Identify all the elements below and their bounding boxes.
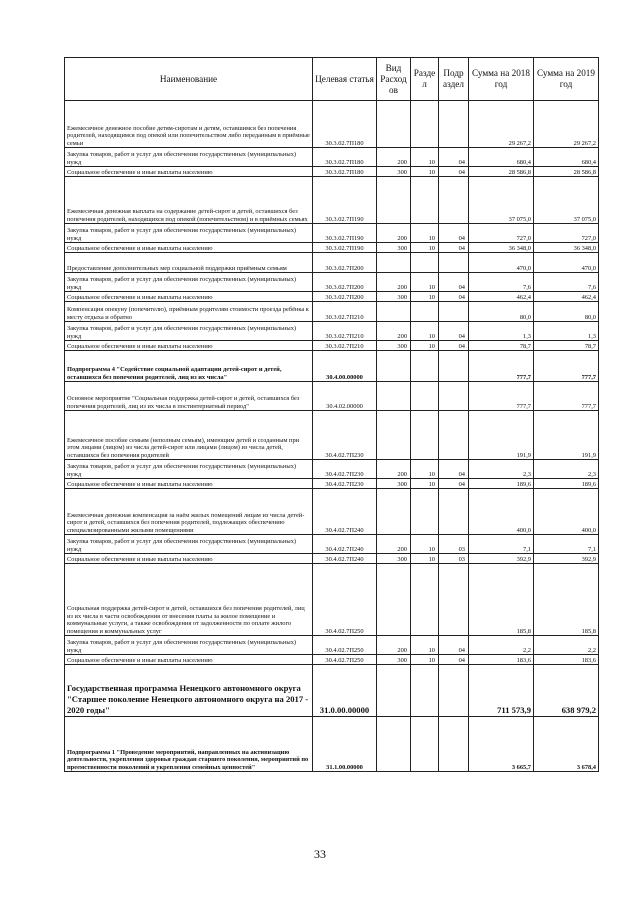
row-sum-2018: 1,3	[469, 322, 534, 341]
row-sum-2018: 3 665,7	[469, 717, 534, 772]
row-section	[411, 564, 439, 636]
row-sum-2019: 37 075,0	[534, 177, 599, 224]
row-name: Закупка товаров, работ и услуг для обеспечения государственных (муниципальных) нужд	[65, 636, 313, 655]
row-section: 10	[411, 148, 439, 167]
row-target-article: 30.3.02.7П200	[313, 292, 377, 302]
row-section	[411, 489, 439, 535]
row-section	[411, 253, 439, 273]
row-sum-2018: 462,4	[469, 292, 534, 302]
row-section: 10	[411, 273, 439, 292]
row-sum-2018: 28 586,8	[469, 167, 534, 177]
table-row	[65, 302, 599, 322]
row-sum-2018: 185,8	[469, 564, 534, 636]
header-target-article: Целевая статья	[313, 58, 377, 101]
row-name: Основное мероприятие "Социальная поддержка детей-сирот и детей, оставшихся без попечения родителей, лиц из их числа в постинтернатный период"	[65, 382, 313, 411]
row-name: Закупка товаров, работ и услуг для обеспечения государственных (муниципальных) нужд	[65, 535, 313, 554]
row-subsection: 04	[439, 479, 469, 489]
row-sum-2018: 183,6	[469, 655, 534, 665]
row-target-article: 30.3.02.7П210	[313, 341, 377, 351]
row-name: Социальное обеспечение и иные выплаты населению	[65, 341, 313, 351]
row-name: Ежемесячное денежное пособие детям-сиротам и детям, оставшимся без попечения родителей, находящимся под опекой или попечительством либо переданным в приёмные семьи	[65, 101, 313, 148]
table-row	[65, 479, 599, 489]
row-expense-kind	[377, 489, 411, 535]
row-expense-kind	[377, 253, 411, 273]
row-section	[411, 717, 439, 772]
row-expense-kind	[377, 302, 411, 322]
row-subsection	[439, 665, 469, 717]
header-name: Наименование	[65, 58, 313, 101]
row-name: Социальное обеспечение и иные выплаты населению	[65, 655, 313, 665]
row-section: 10	[411, 322, 439, 341]
row-target-article: 30.3.02.7П180	[313, 101, 377, 148]
row-sum-2018: 37 075,0	[469, 177, 534, 224]
row-name: Социальная поддержка детей-сирот и детей, оставшихся без попечения родителей, лиц из их числа в части освобождения от внесения платы за жилое помещение и коммунальные услуги, а также освобождения от задолженности по оплате жилого помещения и коммунальных услуг	[65, 564, 313, 636]
row-name: Ежемесячная денежная компенсация за наём жилых помещений лицам из числа детей-сирот и детей, оставшихся без попечения родителей, подлежащих обеспечению специализированными жилыми помещениями	[65, 489, 313, 535]
row-sum-2019: 78,7	[534, 341, 599, 351]
row-name: Подпрограмма 4 "Содействие социальной адаптации детей-сирот и детей, оставшихся без попечения родителей, лиц из их числа"	[65, 351, 313, 382]
row-target-article: 30.4.00.00000	[313, 351, 377, 382]
table-row	[65, 382, 599, 411]
table-row	[65, 655, 599, 665]
table-row	[65, 101, 599, 148]
table-row	[65, 341, 599, 351]
row-sum-2019: 777,7	[534, 351, 599, 382]
row-name: Закупка товаров, работ и услуг для обеспечения государственных (муниципальных) нужд	[65, 322, 313, 341]
row-target-article: 30.3.02.7П210	[313, 322, 377, 341]
row-sum-2019: 189,6	[534, 479, 599, 489]
table-row	[65, 322, 599, 341]
table-row	[65, 167, 599, 177]
row-sum-2019: 191,9	[534, 411, 599, 460]
row-sum-2018: 7,1	[469, 535, 534, 554]
table-row	[65, 177, 599, 224]
row-target-article: 31.1.00.00000	[313, 717, 377, 772]
row-sum-2019: 400,0	[534, 489, 599, 535]
row-section	[411, 302, 439, 322]
row-expense-kind: 200	[377, 273, 411, 292]
header-section: Разде л	[411, 58, 439, 101]
row-subsection: 04	[439, 292, 469, 302]
row-sum-2019: 777,7	[534, 382, 599, 411]
row-target-article: 30.4.02.7П230	[313, 479, 377, 489]
row-expense-kind	[377, 382, 411, 411]
row-target-article: 30.3.02.7П200	[313, 253, 377, 273]
row-name: Социальное обеспечение и иные выплаты населению	[65, 554, 313, 564]
row-sum-2018: 80,0	[469, 302, 534, 322]
row-sum-2019: 727,0	[534, 224, 599, 243]
row-name: Закупка товаров, работ и услуг для обеспечения государственных (муниципальных) нужд	[65, 224, 313, 243]
row-target-article: 30.4.02.7П230	[313, 411, 377, 460]
row-sum-2018: 191,9	[469, 411, 534, 460]
row-target-article: 30.4.02.7П240	[313, 489, 377, 535]
row-target-article: 30.3.02.7П180	[313, 167, 377, 177]
row-sum-2019: 2,3	[534, 460, 599, 479]
row-subsection	[439, 411, 469, 460]
row-target-article: 30.3.02.7П190	[313, 224, 377, 243]
row-expense-kind: 300	[377, 479, 411, 489]
row-expense-kind	[377, 411, 411, 460]
row-sum-2019: 183,6	[534, 655, 599, 665]
row-sum-2018: 2,2	[469, 636, 534, 655]
row-expense-kind	[377, 177, 411, 224]
row-section: 10	[411, 243, 439, 253]
row-expense-kind: 200	[377, 322, 411, 341]
row-expense-kind: 300	[377, 292, 411, 302]
row-name: Ежемесячная денежная выплата на содержание детей-сирот и детей, оставшихся без попечения родителей, находящихся под опекой (попечительством) и в приёмных семьях	[65, 177, 313, 224]
row-subsection	[439, 351, 469, 382]
row-subsection: 04	[439, 655, 469, 665]
row-sum-2018: 2,3	[469, 460, 534, 479]
row-target-article: 30.3.02.7П190	[313, 177, 377, 224]
row-sum-2019: 392,9	[534, 554, 599, 564]
table-row	[65, 243, 599, 253]
row-target-article: 30.3.02.7П200	[313, 273, 377, 292]
row-name: Предоставление дополнительных мер социальной поддержки приёмным семьям	[65, 253, 313, 273]
table-row	[65, 636, 599, 655]
row-expense-kind: 200	[377, 636, 411, 655]
row-section: 10	[411, 292, 439, 302]
row-expense-kind: 200	[377, 148, 411, 167]
header-expense-kind: Вид Расход ов	[377, 58, 411, 101]
row-sum-2019: 185,8	[534, 564, 599, 636]
row-target-article: 30.4.02.7П250	[313, 564, 377, 636]
table-row	[65, 665, 599, 717]
row-name: Компенсация опекуну (попечителю), приёмным родителям стоимости проезда ребёнка к месту отдыха и обратно	[65, 302, 313, 322]
table-row	[65, 351, 599, 382]
row-name: Закупка товаров, работ и услуг для обеспечения государственных (муниципальных) нужд	[65, 273, 313, 292]
row-name: Закупка товаров, работ и услуг для обеспечения государственных (муниципальных) нужд	[65, 460, 313, 479]
row-name: Социальное обеспечение и иные выплаты населению	[65, 167, 313, 177]
row-section: 10	[411, 460, 439, 479]
row-section: 10	[411, 554, 439, 564]
row-subsection	[439, 717, 469, 772]
table-row	[65, 273, 599, 292]
row-sum-2019: 638 979,2	[534, 665, 599, 717]
table-row	[65, 489, 599, 535]
row-expense-kind: 200	[377, 460, 411, 479]
row-name: Социальное обеспечение и иные выплаты населению	[65, 243, 313, 253]
row-expense-kind: 300	[377, 167, 411, 177]
table-row	[65, 292, 599, 302]
row-sum-2018: 78,7	[469, 341, 534, 351]
row-subsection: 03	[439, 554, 469, 564]
row-sum-2018: 777,7	[469, 382, 534, 411]
row-sum-2018: 470,0	[469, 253, 534, 273]
table-row	[65, 564, 599, 636]
row-target-article: 30.4.02.7П250	[313, 655, 377, 665]
row-name: Подпрограмма 1 "Проведение мероприятий, направленных на активизацию деятельности, укрепления здоровья граждан старшего поколения, мероприятий по преемственности поколений и укрепления семейных ценностей"	[65, 717, 313, 772]
row-target-article: 30.3.02.7П180	[313, 148, 377, 167]
row-section: 10	[411, 341, 439, 351]
row-subsection	[439, 382, 469, 411]
table-row	[65, 411, 599, 460]
row-target-article: 30.3.02.7П210	[313, 302, 377, 322]
row-subsection: 04	[439, 460, 469, 479]
row-expense-kind	[377, 717, 411, 772]
row-sum-2019: 29 267,2	[534, 101, 599, 148]
budget-table-container	[64, 57, 598, 772]
row-section	[411, 351, 439, 382]
row-target-article: 30.4.02.00000	[313, 382, 377, 411]
row-subsection: 04	[439, 243, 469, 253]
row-sum-2018: 189,6	[469, 479, 534, 489]
row-sum-2019: 7,1	[534, 535, 599, 554]
row-section: 10	[411, 535, 439, 554]
row-sum-2018: 392,9	[469, 554, 534, 564]
row-name: Ежемесячное пособие семьям (неполным семьям), имеющим детей и созданным при этом лицами (лицом) из числа детей-сирот или лицами (лицом) из числа детей, оставшихся без попечения родителей	[65, 411, 313, 460]
row-expense-kind	[377, 564, 411, 636]
row-sum-2019: 7,6	[534, 273, 599, 292]
row-sum-2019: 680,4	[534, 148, 599, 167]
row-section: 10	[411, 224, 439, 243]
row-sum-2019: 28 586,8	[534, 167, 599, 177]
row-sum-2018: 36 348,0	[469, 243, 534, 253]
row-name: Государственная программа Ненецкого автономного округа "Старшее поколение Ненецкого автономного округа на 2017 - 2020 годы"	[65, 665, 313, 717]
header-sum-2019: Сумма на 2019 год	[534, 58, 599, 101]
row-section: 10	[411, 167, 439, 177]
row-target-article: 30.4.02.7П230	[313, 460, 377, 479]
row-sum-2019: 80,0	[534, 302, 599, 322]
row-section	[411, 177, 439, 224]
row-sum-2018: 777,7	[469, 351, 534, 382]
table-row	[65, 460, 599, 479]
header-sum-2018: Сумма на 2018 год	[469, 58, 534, 101]
row-expense-kind	[377, 101, 411, 148]
row-sum-2019: 2,2	[534, 636, 599, 655]
row-subsection	[439, 302, 469, 322]
row-subsection	[439, 489, 469, 535]
table-row	[65, 717, 599, 772]
row-target-article: 31.0.00.00000	[313, 665, 377, 717]
header-subsection: Подр аздел	[439, 58, 469, 101]
row-section: 10	[411, 636, 439, 655]
row-expense-kind: 200	[377, 224, 411, 243]
row-section	[411, 382, 439, 411]
row-expense-kind: 200	[377, 535, 411, 554]
row-expense-kind: 300	[377, 243, 411, 253]
row-target-article: 30.3.02.7П190	[313, 243, 377, 253]
row-sum-2019: 36 348,0	[534, 243, 599, 253]
budget-table	[64, 57, 599, 772]
row-expense-kind: 300	[377, 655, 411, 665]
row-expense-kind	[377, 665, 411, 717]
row-target-article: 30.4.02.7П240	[313, 554, 377, 564]
row-subsection	[439, 101, 469, 148]
row-sum-2018: 7,6	[469, 273, 534, 292]
row-sum-2018: 29 267,2	[469, 101, 534, 148]
table-body	[65, 101, 599, 772]
row-name: Социальное обеспечение и иные выплаты населению	[65, 479, 313, 489]
table-row	[65, 148, 599, 167]
row-subsection: 04	[439, 148, 469, 167]
row-name: Социальное обеспечение и иные выплаты населению	[65, 292, 313, 302]
row-expense-kind: 300	[377, 341, 411, 351]
row-sum-2019: 1,3	[534, 322, 599, 341]
row-sum-2019: 462,4	[534, 292, 599, 302]
row-subsection	[439, 253, 469, 273]
page-number: 33	[314, 847, 326, 861]
row-subsection	[439, 564, 469, 636]
row-section	[411, 665, 439, 717]
row-subsection: 03	[439, 535, 469, 554]
row-subsection: 04	[439, 322, 469, 341]
row-sum-2018: 727,0	[469, 224, 534, 243]
row-section: 10	[411, 479, 439, 489]
row-sum-2018: 680,4	[469, 148, 534, 167]
table-row	[65, 224, 599, 243]
row-subsection: 04	[439, 273, 469, 292]
row-expense-kind	[377, 351, 411, 382]
row-section: 10	[411, 655, 439, 665]
row-section	[411, 411, 439, 460]
row-target-article: 30.4.02.7П250	[313, 636, 377, 655]
row-sum-2018: 400,0	[469, 489, 534, 535]
table-row	[65, 554, 599, 564]
row-subsection: 04	[439, 341, 469, 351]
row-target-article: 30.4.02.7П240	[313, 535, 377, 554]
row-name: Закупка товаров, работ и услуг для обеспечения государственных (муниципальных) нужд	[65, 148, 313, 167]
row-sum-2019: 3 678,4	[534, 717, 599, 772]
row-sum-2018: 711 573,9	[469, 665, 534, 717]
row-subsection: 04	[439, 167, 469, 177]
table-row	[65, 253, 599, 273]
row-subsection: 04	[439, 636, 469, 655]
row-expense-kind: 300	[377, 554, 411, 564]
row-sum-2019: 470,0	[534, 253, 599, 273]
table-row	[65, 535, 599, 554]
row-section	[411, 101, 439, 148]
row-subsection	[439, 177, 469, 224]
row-subsection: 04	[439, 224, 469, 243]
table-header-row	[65, 58, 599, 101]
